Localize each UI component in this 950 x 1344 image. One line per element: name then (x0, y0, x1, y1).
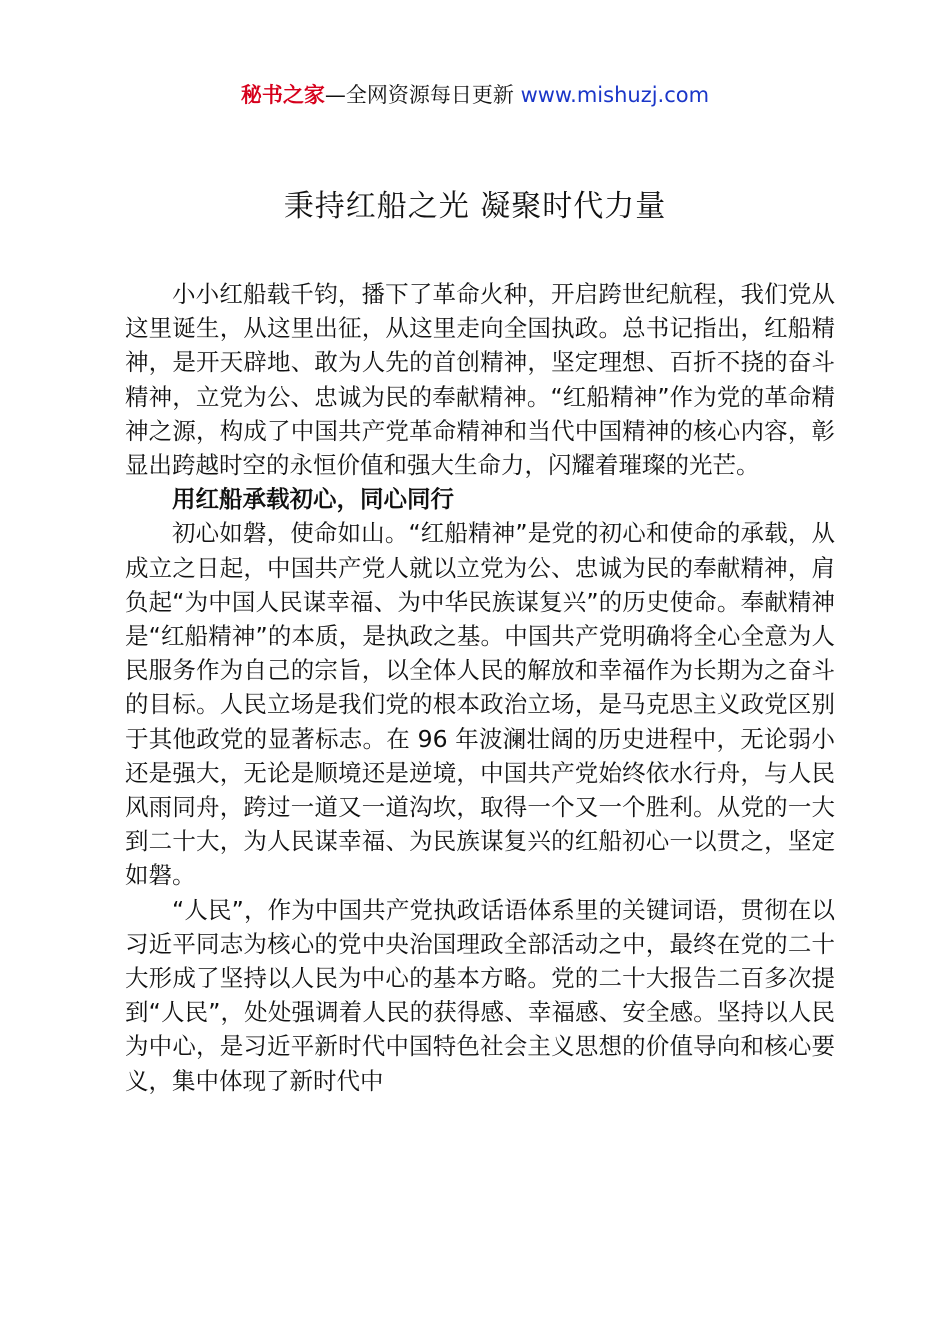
site-url-link[interactable]: www.mishuzj.com (520, 83, 710, 107)
header-tagline: —全网资源每日更新 (324, 83, 521, 107)
section-heading: 用红船承载初心，同心同行 (172, 485, 454, 514)
body-paragraph: 小小红船载千钧，播下了革命火种，开启跨世纪航程，我们党从这里诞生，从这里出征，从这里走向全国执政。总书记指出，红船精神，是开天辟地、敢为人先的首创精神，坚定理想、百折不挠的奋斗精神，立党为公、忠诚为民的奉献精神。“红船精神”作为党的革命精神之源，构成了中国共产党革命精神和当代中国精神的核心内容，彰显出跨越时空的永恒价值和强大生命力，闪耀着璀璨的光芒。 (125, 280, 835, 480)
document-title: 秉持红船之光 凝聚时代力量 (283, 189, 667, 224)
body-paragraph: 初心如磐，使命如山。“红船精神”是党的初心和使命的承载，从成立之日起，中国共产党人就以立党为公、忠诚为民的奉献精神，肩负起“为中国人民谋幸福、为中华民族谋复兴”的历史使命。奉献精神是“红船精神”的本质，是执政之基。中国共产党明确将全心全意为人民服务作为自己的宗旨，以全体人民的解放和幸福作为长期为之奋斗的目标。人民立场是我们党的根本政治立场，是马克思主义政党区别于其他政党的显著标志。在 96 年波澜壮阔的历史进程中，无论弱小还是强大，无论是顺境还是逆境，中国共产党始终依水行舟，与人民风雨同舟，跨过一道又一道沟坎，取得一个又一个胜利。从党的一大到二十大，为人民谋幸福、为民族谋复兴的红船初心一以贯之，坚定如磐。 (125, 519, 835, 890)
brand-name: 秘书之家 (240, 83, 325, 107)
body-paragraph: “人民”，作为中国共产党执政话语体系里的关键词语，贯彻在以习近平同志为核心的党中央治国理政全部活动之中，最终在党的二十大形成了坚持以人民为中心的基本方略。党的二十大报告二百多次提到“人民”，处处强调着人民的获得感、幸福感、安全感。坚持以人民为中心，是习近平新时代中国特色社会主义思想的价值导向和核心要义，集中体现了新时代中 (125, 895, 835, 1095)
document-body (125, 277, 835, 1098)
site-header (0, 80, 950, 110)
